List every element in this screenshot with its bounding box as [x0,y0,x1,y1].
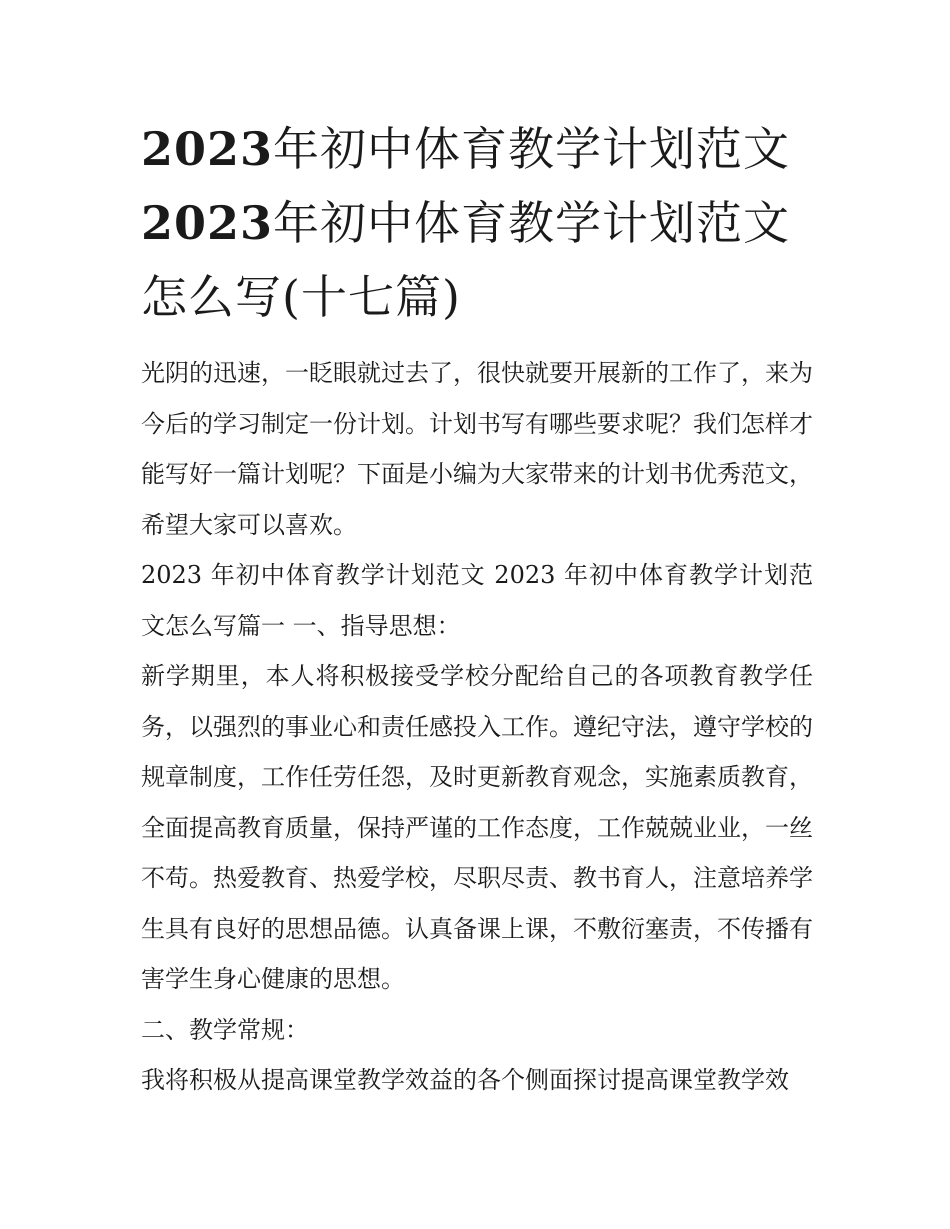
teaching-routine-paragraph: 我将积极从提高课堂教学效益的各个侧面探讨提高课堂教学效 [141,1066,789,1094]
intro-paragraph: 光阴的迅速，一眨眼就过去了，很快就要开展新的工作了，来为今后的学习制定一份计划。计划书写有哪些要求呢？我们怎样才能写好一篇计划呢？下面是小编为大家带来的计划书优秀范文，希望大家可以喜欢。 [141,359,813,539]
document-title [141,112,813,334]
title-year-2: 2023 [141,196,274,250]
title-year-1: 2023 [141,122,274,176]
title-text-1: 年初中体育教学计划范文 [273,122,791,176]
section-heading-1: 2023 年初中体育教学计划范文 2023 年初中体育教学计划范文怎么写篇一 一、指导思想： [141,561,813,640]
guiding-ideology-paragraph: 新学期里，本人将积极接受学校分配给自己的各项教育教学任务，以强烈的事业心和责任感投入工作。遵纪守法，遵守学校的规章制度，工作任劳任怨，及时更新教育观念，实施素质教育，全面提高教育质量，保持严谨的工作态度，工作兢兢业业，一丝不苟。热爱教育、热爱学校，尽职尽责、教书育人，注意培养学生具有良好的思想品德。认真备课上课，不敷衍塞责，不传播有害学生身心健康的思想。 [141,662,813,993]
title-text-2: 年初中体育教学计划范文怎么写(十七篇) [141,196,791,324]
section-heading-2: 二、教学常规： [141,1015,309,1044]
document-body [141,112,813,1106]
